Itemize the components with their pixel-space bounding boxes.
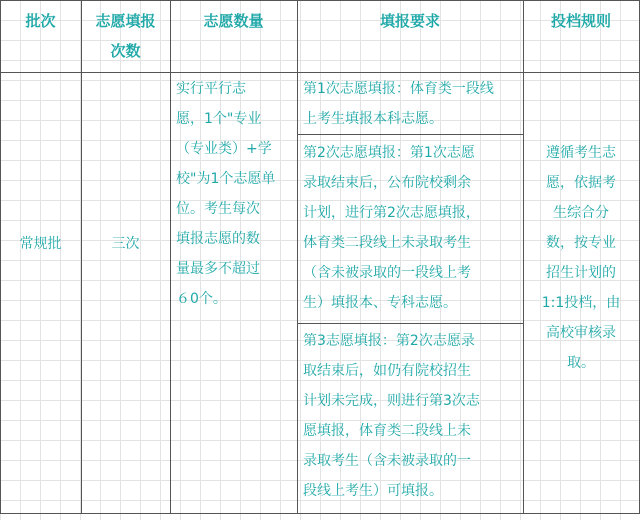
table-top-border (0, 0, 640, 1)
cell-requirement-1 (297, 74, 523, 134)
requirement-2-line: 第2次志愿填报：第1次志愿 (303, 145, 475, 161)
requirement-2-line: 生）填报本、专科志愿。 (303, 295, 457, 311)
header-batch-label: 批次 (25, 12, 56, 30)
header-count-line2: 次数 (110, 42, 141, 60)
rules-line: 1:1投档，由 (541, 295, 621, 311)
rules-line: 愿，依据考 (546, 175, 616, 191)
quantity-line: 愿，1个"专业 (176, 111, 262, 127)
header-count-line1: 志愿填报 (95, 12, 156, 30)
requirement-2-line: 计划，进行第2次志愿填报， (303, 205, 480, 221)
quantity-line: 量最多不超过 (176, 261, 260, 277)
requirement-2-line: 录取结束后，公布院校剩余 (303, 175, 471, 191)
rules-line: 数，按专业 (546, 235, 616, 251)
rules-line: 高校审核录 (546, 325, 616, 341)
quantity-line: 填报志愿的数 (176, 231, 260, 247)
header-requirements (297, 6, 523, 36)
rules-line: 取。 (567, 355, 595, 371)
cell-quantity (170, 74, 297, 314)
table-left-border (0, 0, 1, 514)
requirement-3-line: 愿填报，体育类二段线上未 (303, 423, 471, 439)
cell-count (81, 232, 170, 256)
header-batch (0, 6, 81, 36)
cell-requirement-2 (297, 138, 523, 318)
quantity-line: 校"为1个志愿单 (176, 171, 276, 187)
requirement-3-line: 第3志愿填报：第2次志愿录 (303, 333, 475, 349)
header-quantity-label: 志愿数量 (203, 12, 264, 30)
requirement-3-line: 计划未完成，则进行第3次志 (303, 393, 480, 409)
requirement-2-line: 体育类二段线上未录取考生 (303, 235, 471, 251)
header-requirements-label: 填报要求 (379, 12, 440, 30)
header-bottom-border (0, 72, 640, 73)
cell-rules (523, 138, 639, 378)
col-divider-1 (81, 0, 82, 514)
header-count (81, 6, 170, 66)
count-value: 三次 (111, 236, 140, 252)
req-divider-2 (297, 323, 523, 324)
requirement-1-line: 第1次志愿填报：体育类一段线 (303, 81, 494, 97)
requirement-3-line: 录取考生（含未被录取的一 (303, 453, 471, 469)
quantity-line: 位。考生每次 (176, 201, 260, 217)
quantity-line: 实行平行志 (176, 81, 246, 97)
requirement-3-line: 取结束后，如仍有院校招生 (303, 363, 471, 379)
quantity-line: （专业类）+学 (176, 141, 272, 157)
rules-line: 生综合分 (553, 205, 609, 221)
req-divider-1 (297, 134, 523, 135)
batch-value: 常规批 (19, 236, 62, 252)
rules-line: 招生计划的 (546, 265, 616, 281)
table-bottom-border (0, 513, 640, 514)
requirement-1-line: 上考生填报本科志愿。 (303, 111, 443, 127)
cell-requirement-3 (297, 326, 523, 506)
cell-batch (0, 232, 81, 256)
rules-line: 遵循考生志 (546, 145, 616, 161)
requirement-3-line: 段线上考生）可填报。 (303, 483, 443, 499)
quantity-line: ６0个。 (176, 291, 227, 307)
header-rules-label: 投档规则 (550, 12, 611, 30)
requirement-2-line: （含未被录取的一段线上考 (303, 265, 471, 281)
header-quantity (170, 6, 297, 36)
header-rules (523, 6, 639, 36)
